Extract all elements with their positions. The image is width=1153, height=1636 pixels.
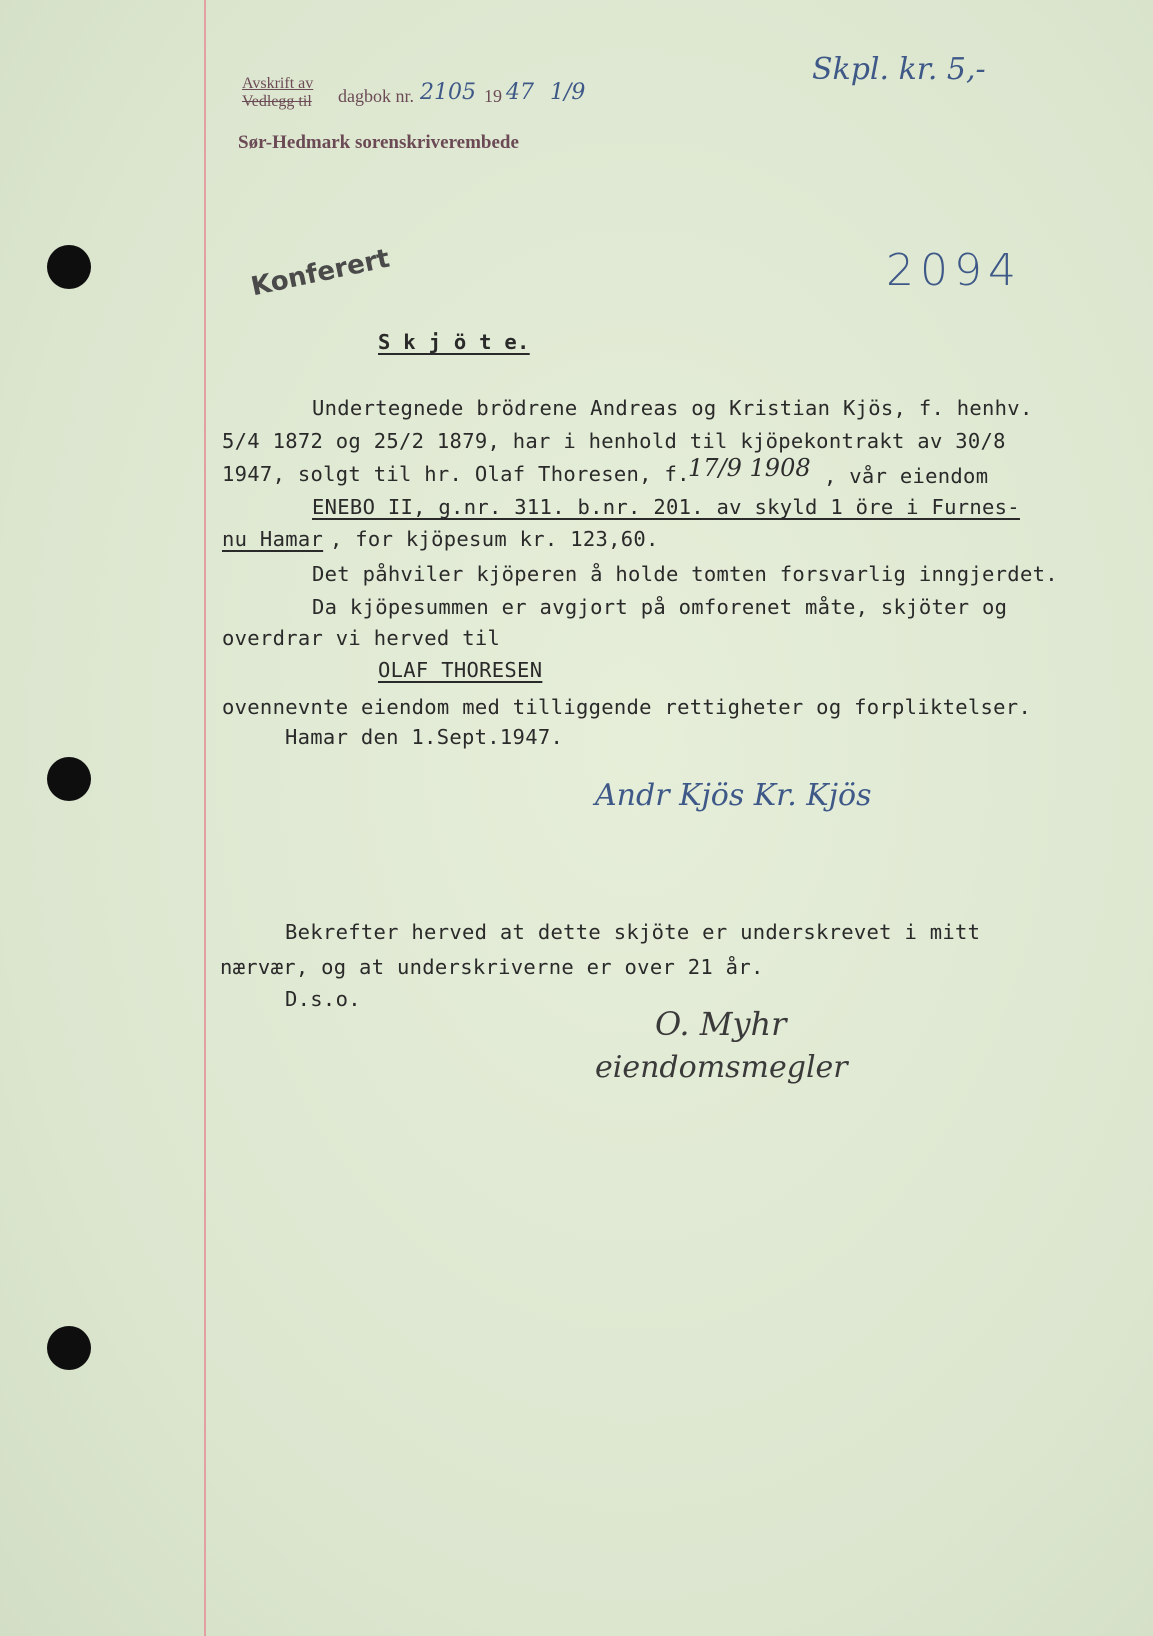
punch-hole — [47, 245, 91, 289]
stamp-dagbok-label: dagbok nr. — [338, 86, 414, 106]
body-line: Da kjöpesummen er avgjort på omforenet måte, skjöter og — [312, 595, 1008, 619]
stamp-year-prefix: 19 — [484, 86, 502, 106]
dagbok-number: 2105 — [420, 80, 476, 105]
page-number-handwritten: 2094 — [886, 245, 1022, 296]
punch-hole — [47, 1326, 91, 1370]
body-line: Undertegnede brödrene Andreas og Kristian Kjös, f. henhv. — [312, 396, 1033, 420]
body-line: , vår eiendom — [824, 464, 989, 488]
body-line-place: nu Hamar — [222, 527, 324, 551]
stamp-year-suffix: 47 — [506, 80, 534, 105]
stamp-office: Sør-Hedmark sorenskriverembede — [238, 132, 519, 153]
witness-signature: O. Myhr — [655, 1005, 787, 1043]
punch-hole — [47, 757, 91, 801]
witness-title-handwritten: eiendomsmegler — [595, 1050, 848, 1085]
buyer-name: OLAF THORESEN — [378, 658, 543, 682]
place-date: Hamar den 1.Sept.1947. — [285, 725, 564, 749]
body-line: ovennevnte eiendom med tilliggende rettigheter og forpliktelser. — [222, 695, 1032, 719]
body-line: , for kjöpesum kr. 123,60. — [330, 527, 659, 551]
body-line: Det påhviler kjöperen å holde tomten forsvarlig inngjerdet. — [312, 562, 1058, 586]
witness-line: D.s.o. — [285, 987, 361, 1011]
body-line: 5/4 1872 og 25/2 1879, har i henhold til kjöpekontrakt av 30/8 — [222, 429, 1006, 453]
margin-line — [204, 0, 206, 1636]
property-description: ENEBO II, g.nr. 311. b.nr. 201. av skyld 1 öre i Furnes- — [312, 495, 1020, 519]
body-line: 1947, solgt til hr. Olaf Thoresen, f. — [222, 462, 690, 486]
document-title: S k j ö t e. — [378, 330, 530, 354]
konferert-stamp: Konferert — [248, 243, 393, 303]
corner-note: Skpl. kr. 5,- — [812, 52, 986, 87]
body-line: overdrar vi herved til — [222, 626, 501, 650]
stamp-date: 1/9 — [550, 80, 586, 105]
witness-line: Bekrefter herved at dette skjöte er underskrevet i mitt — [285, 920, 981, 944]
witness-line: nærvær, og at underskriverne er over 21 år. — [220, 955, 764, 979]
stamp-line1a: Avskrift av — [242, 75, 314, 92]
seller-signatures: Andr Kjös Kr. Kjös — [595, 778, 872, 813]
stamp-line1b: Vedlegg til — [242, 93, 312, 110]
birth-date-handwritten: 17/9 1908 — [688, 454, 811, 482]
